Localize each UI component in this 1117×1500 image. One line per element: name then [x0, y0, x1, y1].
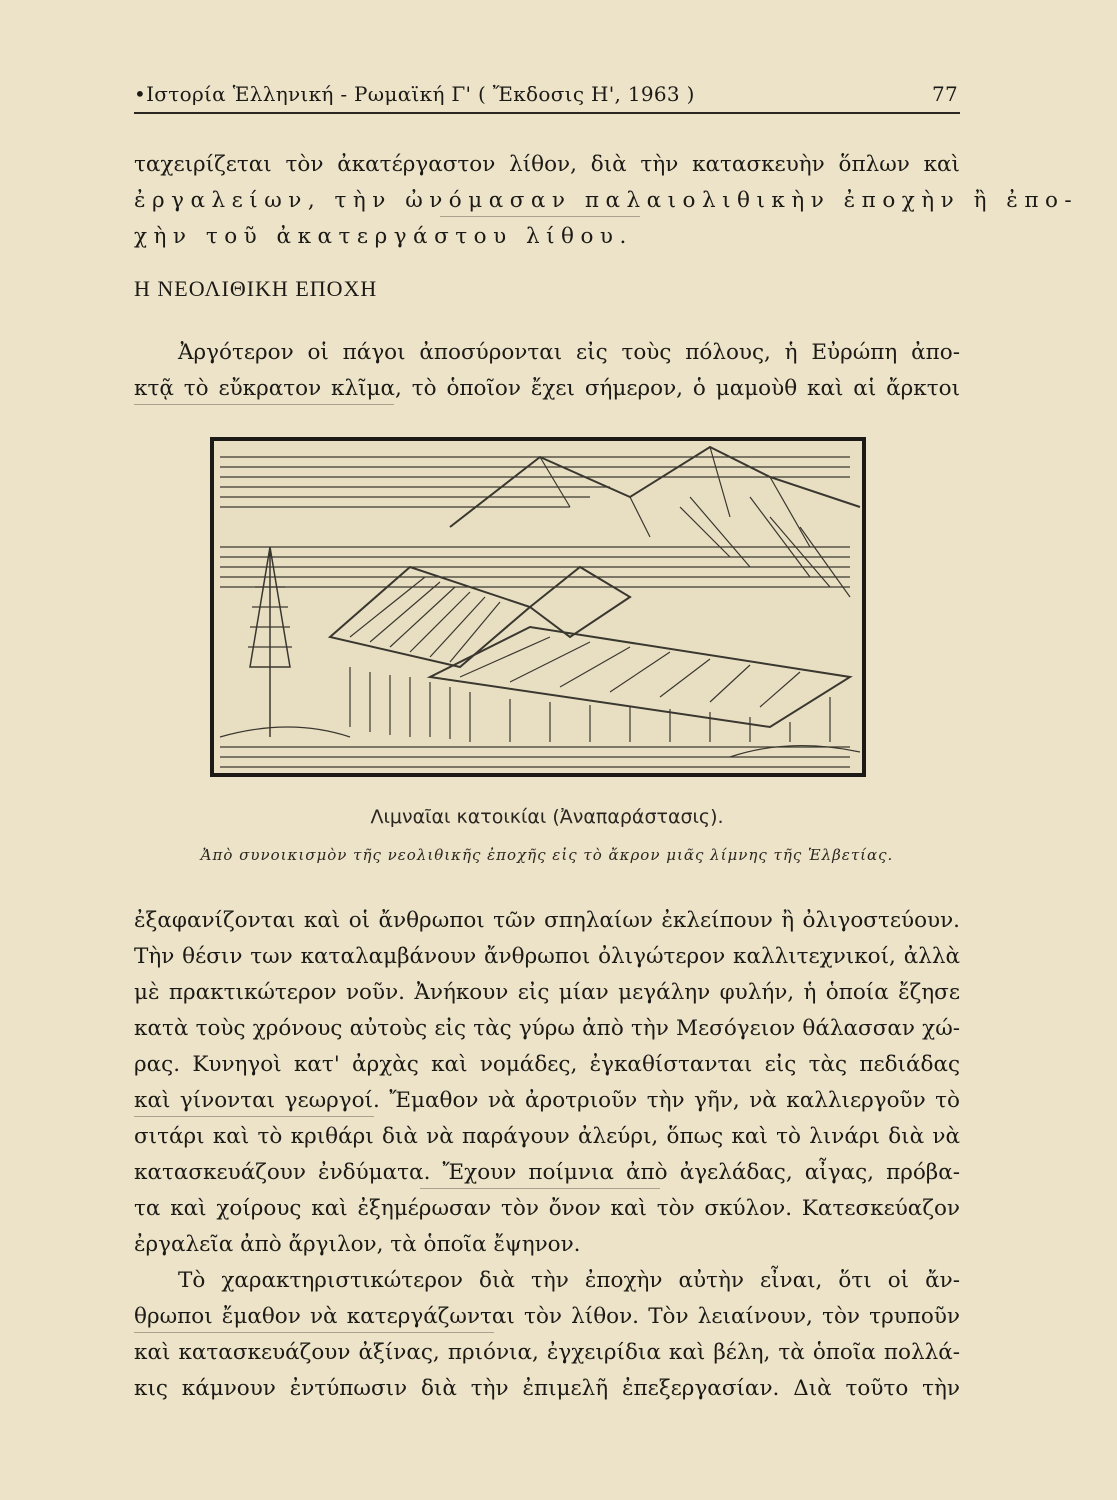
text-line: μὲ πρακτικώτερον νοῦν. Ἀνήκουν εἰς μίαν μεγάλην φυλήν, ἡ ὁποία ἔζησε: [134, 980, 960, 1005]
figure-caption: Λιμναῖαι κατοικίαι (Ἀναπαράστασις).: [370, 806, 724, 828]
text-line: κις κάμνουν ἐντύπωσιν διὰ τὴν ἐπιμελῆ ἐπεξεργασίαν. Διὰ τοῦτο τὴν: [134, 1376, 960, 1401]
figure-subcaption: Ἀπὸ συνοικισμὸν τῆς νεολιθικῆς ἐποχῆς εἰς τὸ ἄκρον μιᾶς λίμνης τῆς Ἑλβετίας.: [200, 846, 894, 864]
running-header: [134, 78, 960, 114]
text-line: κτᾷ τὸ εὔκρατον κλῖμα, τὸ ὁποῖον ἔχει σήμερον, ὁ μαμοὺθ καὶ αἱ ἄρκτοι: [134, 376, 960, 401]
text-line: κατασκευάζουν ἐνδύματα. Ἔχουν ποίμνια ἀπὸ ἀγελάδας, αἶγας, πρόβα-: [134, 1160, 960, 1185]
text-line: ἐργαλείων, τὴν ὠνόμασαν παλαιολιθικὴν ἐποχὴν ἢ ἐπο-: [134, 188, 1079, 213]
text-line: τα καὶ χοίρους καὶ ἐξημέρωσαν τὸν ὄνον καὶ τὸν σκύλον. Κατεσκεύαζον: [134, 1196, 960, 1221]
pencil-mark: [134, 1116, 374, 1117]
text-line: καὶ γίνονται γεωργοί. Ἔμαθον νὰ ἀροτριοῦν τὴν γῆν, νὰ καλλιεργοῦν τὸ: [134, 1088, 960, 1113]
text-line: κατὰ τοὺς χρόνους αὐτοὺς εἰς τὰς γύρω ἀπὸ τὴν Μεσόγειον θάλασσαν χώ-: [134, 1016, 960, 1041]
text-line: ταχειρίζεται τὸν ἀκατέργαστον λίθον, διὰ τὴν κατασκευὴν ὅπλων καὶ: [134, 152, 960, 177]
text-line: ρας. Κυνηγοὶ κατ' ἀρχὰς καὶ νομάδες, ἐγκαθίστανται εἰς τὰς πεδιάδας: [134, 1052, 960, 1077]
pencil-mark: [134, 1332, 494, 1333]
text-line: Τὴν θέσιν των καταλαμβάνουν ἄνθρωποι ὀλιγώτερον καλλιτεχνικοί, ἀλλὰ: [134, 944, 960, 969]
text-line: Τὸ χαρακτηριστικώτερον διὰ τὴν ἐποχὴν αὐτὴν εἶναι, ὅτι οἱ ἄν-: [178, 1268, 960, 1293]
pencil-mark: [440, 216, 640, 217]
pencil-mark: [420, 1188, 660, 1189]
page-number: 77: [931, 82, 958, 106]
text-line: θρωποι ἔμαθον νὰ κατεργάζωνται τὸν λίθον. Τὸν λειαίνουν, τὸν τρυποῦν: [134, 1304, 960, 1329]
text-line: ἐργαλεῖα ἀπὸ ἄργιλον, τὰ ὁποῖα ἔψηνον.: [134, 1232, 581, 1257]
lake-dwellings-illustration: [210, 437, 866, 777]
section-heading: Η ΝΕΟΛΙΘΙΚΗ ΕΠΟΧΗ: [134, 276, 378, 301]
pencil-mark: [134, 404, 394, 405]
text-line: ἐξαφανίζονται καὶ οἱ ἄνθρωποι τῶν σπηλαίων ἐκλείπουν ἢ ὀλιγοστεύουν.: [134, 908, 960, 933]
text-line: χὴν τοῦ ἀκατεργάστου λίθου.: [134, 224, 633, 249]
header-title: •Ιστορία Ἑλληνική - Ρωμαϊκή Γ' ( Ἔκδοσις Η', 1963 ): [134, 82, 695, 106]
text-line: σιτάρι καὶ τὸ κριθάρι διὰ νὰ παράγουν ἀλεύρι, ὅπως καὶ τὸ λινάρι διὰ νὰ: [134, 1124, 960, 1149]
text-line: καὶ κατασκευάζουν ἀξίνας, πριόνια, ἐγχειρίδια καὶ βέλη, τὰ ὁποῖα πολλά-: [134, 1340, 960, 1365]
text-line: Ἀργότερον οἱ πάγοι ἀποσύρονται εἰς τοὺς πόλους, ἡ Εὐρώπη ἀπο-: [178, 340, 960, 365]
